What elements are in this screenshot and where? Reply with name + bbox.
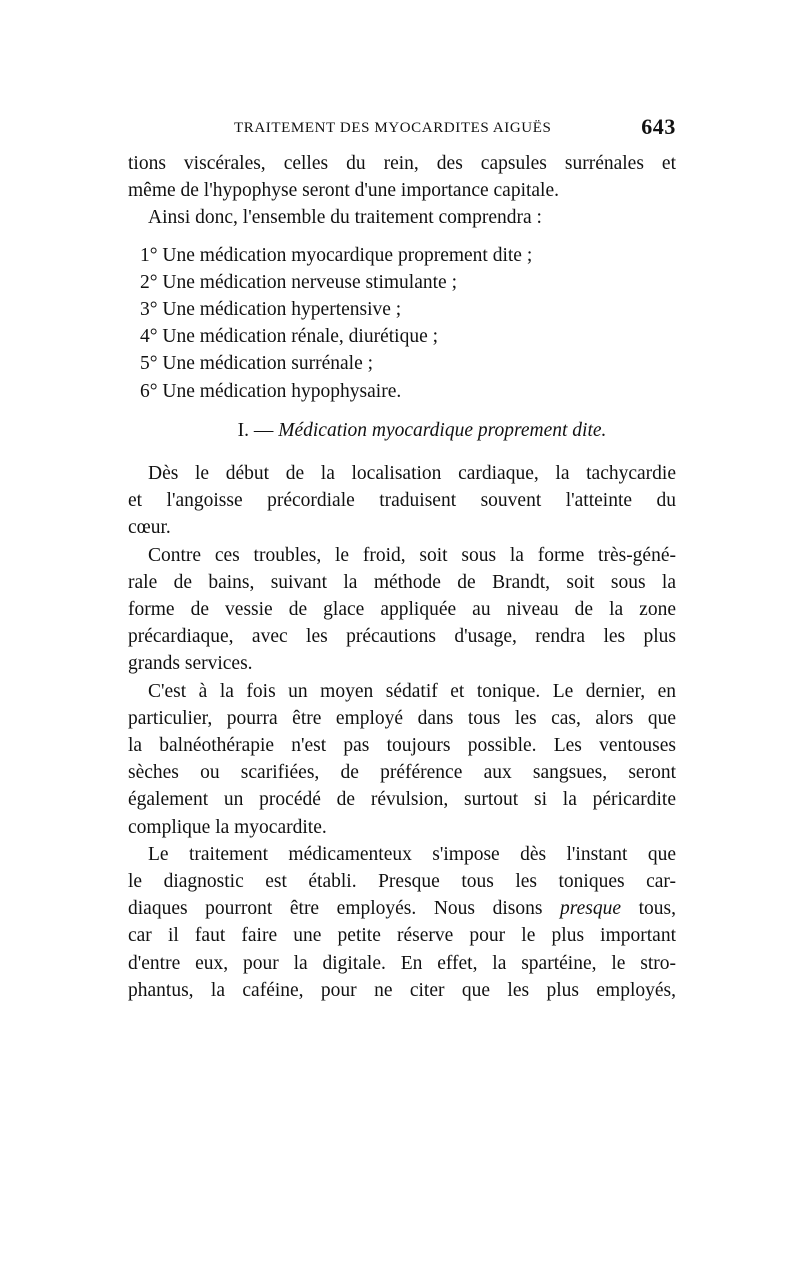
text-line: rale de bains, suivant la méthode de Brandt, soit sous la <box>128 571 676 593</box>
text-line: Contre ces troubles, le froid, soit sous la forme très-géné- <box>148 544 676 566</box>
text-line: également un procédé de révulsion, surtout si la péricardite <box>128 789 676 811</box>
list-item: 3° Une médication hypertensive ; <box>140 299 402 321</box>
text-run: tous, <box>621 898 676 920</box>
text-line: Le traitement médicamenteux s'impose dès l'instant que <box>148 843 676 865</box>
section-number: I. — <box>237 419 274 441</box>
text-line: Dès le début de la localisation cardiaque, la tachycardie <box>148 463 676 485</box>
section-title: Médication myocardique proprement dite. <box>278 419 607 441</box>
page-number: 643 <box>641 114 676 139</box>
text-line: Ainsi donc, l'ensemble du traitement comprendra : <box>148 207 542 229</box>
list-item: 4° Une médication rénale, diurétique ; <box>140 326 439 348</box>
list-item: 1° Une médication myocardique proprement dite ; <box>140 244 533 266</box>
text-line: d'entre eux, pour la digitale. En effet, la spartéine, le stro- <box>128 952 676 974</box>
list-item: 2° Une médication nerveuse stimulante ; <box>140 271 457 293</box>
text-line: forme de vessie de glace appliquée au niveau de la zone <box>128 599 676 621</box>
page-body <box>128 150 676 1004</box>
emphasis-text: presque <box>560 898 622 920</box>
paragraph <box>128 542 676 678</box>
text-line: particulier, pourra être employé dans tous les cas, alors que <box>128 707 676 729</box>
text-line <box>128 895 676 922</box>
text-line: cœur. <box>128 517 171 539</box>
text-line: tions viscérales, celles du rein, des capsules surrénales et <box>128 153 676 174</box>
text-line: la balnéothérapie n'est pas toujours possible. Les ventouses <box>128 735 676 757</box>
paragraph <box>128 841 676 1004</box>
text-line: même de l'hypophyse seront d'une importance capitale. <box>128 180 560 202</box>
page-header <box>234 114 676 142</box>
list-item: 5° Une médication surrénale ; <box>140 353 374 375</box>
intro-paragraph <box>128 150 676 232</box>
list-item: 6° Une médication hypophysaire. <box>140 380 402 402</box>
text-line: grands services. <box>128 653 253 675</box>
running-title: TRAITEMENT DES MYOCARDITES AIGUËS <box>234 120 552 136</box>
text-run: diaques pourront être employés. Nous disons <box>128 898 561 920</box>
text-line: phantus, la caféine, pour ne citer que les plus employés, <box>128 979 676 1001</box>
text-line: C'est à la fois un moyen sédatif et tonique. Le dernier, en <box>148 680 676 702</box>
paragraph <box>128 460 676 542</box>
section-heading <box>128 417 676 444</box>
treatment-list <box>128 242 676 405</box>
text-line: sèches ou scarifiées, de préférence aux sangsues, seront <box>128 762 676 784</box>
text-line: et l'angoisse précordiale traduisent souvent l'atteinte du <box>128 490 676 512</box>
text-line: car il faut faire une petite réserve pour le plus important <box>128 925 676 947</box>
text-line: le diagnostic est établi. Presque tous les toniques car- <box>128 871 676 893</box>
text-line: complique la myocardite. <box>128 816 327 838</box>
text-line: précardiaque, avec les précautions d'usage, rendra les plus <box>128 626 676 648</box>
paragraph <box>128 678 676 841</box>
